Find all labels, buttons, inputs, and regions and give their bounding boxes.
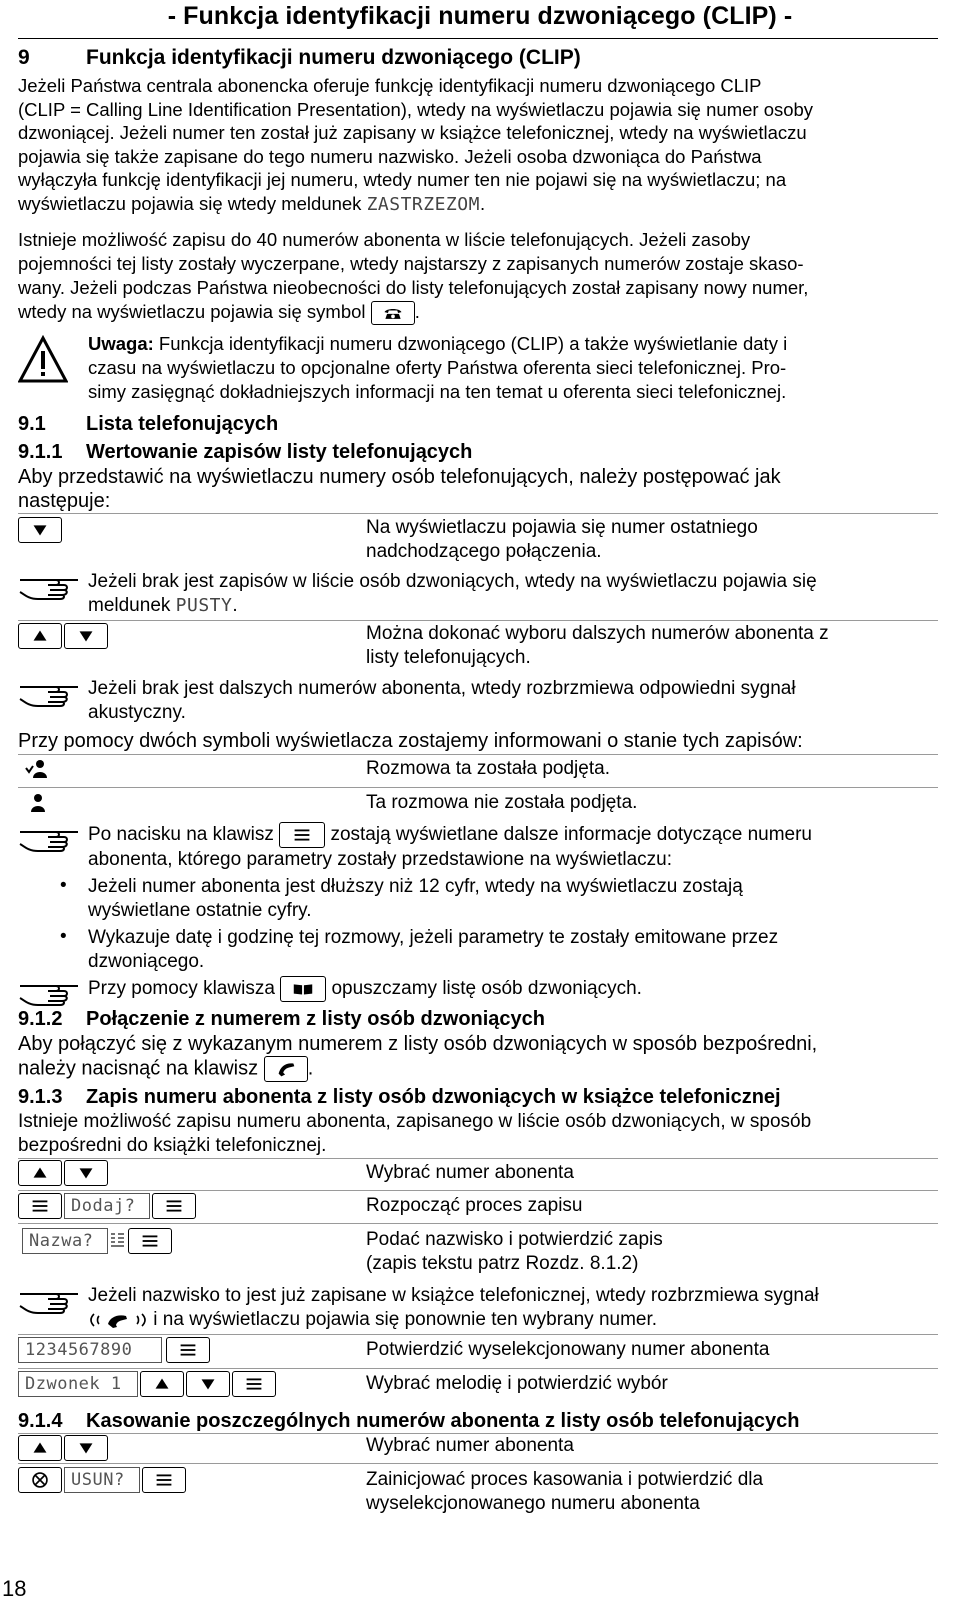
display-ringtone: Dzwonek 1 [18,1371,138,1397]
menu-key[interactable] [142,1467,186,1493]
symbols-intro: Przy pomocy dwóch symboli wyświetlacza zostajemy informowani o stanie tych zapisów: [18,730,803,752]
section-heading-9-1-2: 9.1.2 Połączenie z numerem z listy osób dzwoniących [18,1008,546,1030]
step-updown-key-row [18,1160,108,1186]
page-header-title: - Funkcja identyfikacji numeru dzwoniącego (CLIP) - [167,2,793,30]
down-arrow-icon [65,624,107,648]
up-arrow-key[interactable] [18,1435,62,1461]
phonebook-key[interactable] [280,976,326,1002]
step-description: Wybrać numer abonenta [366,1435,574,1456]
up-arrow-key[interactable] [18,623,62,649]
text-line: następuje: [18,490,111,512]
up-arrow-key[interactable] [18,1160,62,1186]
symbol-answered-description: Rozmowa ta została podjęta. [366,758,610,779]
phone-icon [372,302,414,324]
divider [18,1463,938,1464]
divider [18,513,938,514]
step-description: Wybrać melodię i potwierdzić wybór [366,1373,668,1394]
section9-paragraph-2 [18,228,938,325]
up-arrow-icon [19,1161,61,1185]
menu-icon [280,823,324,847]
text-line: simy zasięgnąć dokładniejszych informacji na ten temat u oferenta sieci telefonicznej. [88,381,787,402]
page-number: 18 [2,1576,27,1601]
phone-symbol-key [371,301,415,325]
hint3: Po nacisku na klawisz zostają wyświetlane dalsze informacje dotyczące numeru abonenta, którego parametry zostały przedstawione na wyświetlaczu: [88,822,936,872]
step-description: Wybrać numer abonenta [366,1162,574,1183]
ring-signal-icon [88,1308,148,1332]
handset-icon [265,1057,307,1081]
delete-icon [19,1468,61,1492]
text-line: Istnieje możliwość zapisu do 40 numerów abonenta w liście telefonujących. Jeżeli zasoby [18,229,751,250]
person-missed-icon [18,790,58,816]
display-number: 1234567890 [18,1337,162,1363]
display-message-pusty: PUSTY [175,595,233,616]
hint2: Jeżeli brak jest dalszych numerów abonenta, wtedy rozbrzmiewa odpowiedni sygnał akustyczny. [88,678,796,723]
down-arrow-key[interactable] [64,623,108,649]
up-arrow-icon [141,1372,183,1396]
step-down-key-row [18,517,62,543]
section-heading-9 [18,46,581,70]
hint-hand-icon [18,1284,82,1314]
section-heading-9-1: 9.1 Lista telefonujących [18,413,279,435]
section-heading-9-1-1: 9.1.1 Wertowanie zapisów listy telefonujących [18,441,473,463]
text-line: (CLIP = Calling Line Identification Presentation), wtedy na wyświetlaczu pojawia się numer osoby [18,98,814,120]
step-name-row [22,1228,172,1254]
down-arrow-icon [187,1372,229,1396]
menu-key[interactable] [128,1228,172,1254]
text-line: wyświetlaczu pojawia się wtedy meldunek ZASTRZEZOM. [18,192,486,215]
menu-icon [153,1194,195,1218]
symbol-missed-description: Ta rozmowa nie została podjęta. [366,792,638,813]
menu-icon [129,1229,171,1253]
person-answered-icon [18,756,58,782]
section-number: 9 [18,46,30,69]
step-add-row [18,1193,196,1219]
menu-key[interactable] [152,1193,196,1219]
book-icon [281,977,325,1001]
up-arrow-icon [19,1436,61,1460]
display-usun: USUN? [64,1467,140,1493]
section9-paragraph-1 [18,74,938,217]
up-arrow-key[interactable] [140,1371,184,1397]
text-line: wtedy na wyświetlaczu pojawia się symbol . [18,300,938,325]
section912-text: Aby połączyć się z wykazanym numerem z listy osób dzwoniących w sposób bezpośredni, należy nacisnąć na klawisz . [18,1032,938,1082]
hint-hand-icon [18,976,82,1006]
menu-icon [233,1372,275,1396]
text-line: pojawia się także zapisane do tego numeru nazwisko. Jeżeli osoba dzwoniąca do Państwa [18,145,762,167]
section9-note: Uwaga: Funkcja identyfikacji numeru dzwoniącego (CLIP) a także wyświetlanie daty i czasu na wyświetlaczu to opcjonalne oferty Państwa oferenta sieci telefonicznej. Pro- simy zasięgnąć dokładniejszych informacji na ten temat u oferenta sieci telefonicznej. [88,332,936,404]
step1-description: Na wyświetlaczu pojawia się numer ostatniego nadchodzącego połączenia. [366,517,758,562]
down-arrow-key[interactable] [186,1371,230,1397]
menu-icon [143,1468,185,1492]
hint1: Jeżeli brak jest zapisów w liście osób dzwoniących, wtedy na wyświetlaczu pojawia się meldunek PUSTY. [88,571,817,616]
display-nazwa: Nazwa? [22,1228,108,1254]
symbol-answered [18,756,58,782]
down-arrow-icon [19,518,61,542]
section911-intro [18,465,938,513]
down-arrow-key[interactable] [64,1160,108,1186]
text-line: Jeżeli Państwa centrala abonencka oferuje funkcję identyfikacji numeru dzwoniącego CLIP [18,75,762,96]
note-label: Uwaga: [88,333,154,354]
step-delete-row [18,1467,186,1493]
symbol-missed [18,790,58,816]
section-heading-9-1-3: 9.1.3 Zapis numeru abonenta z listy osób dzwoniących w książce telefonicznej [18,1086,781,1108]
text-line: dzwoniącej. Jeżeli numer ten został już zapisany w książce telefonicznej, wtedy na wyświetlaczu [18,122,807,144]
down-arrow-key[interactable] [64,1435,108,1461]
divider [18,1334,938,1335]
step-description: Podać nazwisko i potwierdzić zapis (zapis tekstu patrz Rozdz. 8.1.2) [366,1229,663,1274]
step-description: Rozpocząć proces zapisu [366,1195,583,1216]
hint-name-exists: Jeżeli nazwisko to jest już zapisane w książce telefonicznej, wtedy rozbrzmiewa sygnał i na wyświetlaczu pojawia się ponownie ten wybrany numer. [88,1285,819,1331]
menu-key[interactable] [232,1371,276,1397]
down-arrow-key[interactable] [18,517,62,543]
section-heading-9-1-4: 9.1.4 Kasowanie poszczególnych numerów abonenta z listy osób telefonujących [18,1410,800,1432]
step-number-row [18,1337,210,1363]
bullet-item: Jeżeli numer abonenta jest dłuższy niż 12 cyfr, wtedy na wyświetlaczu zostają wyświetlane ostatnie cyfry. [88,876,743,921]
step-description: Zainicjować proces kasowania i potwierdzić dla wyselekcjonowanego numeru abonenta [366,1469,764,1514]
menu-key[interactable] [18,1193,62,1219]
text-entry-icon [108,1228,128,1254]
display-message-zastrzezom: ZASTRZEZOM [366,193,480,215]
menu-key[interactable] [279,822,325,848]
warning-icon [18,335,68,385]
divider [18,1190,938,1191]
divider [18,620,938,621]
step2-description: Można dokonać wyboru dalszych numerów abonenta z listy telefonujących. [366,623,829,668]
step-updown-key-row [18,1435,108,1461]
dial-key[interactable] [264,1056,308,1082]
divider [18,787,938,788]
hint-hand-icon [18,570,82,600]
bullet-dot: • [60,875,67,896]
bullet-dot: • [60,926,67,947]
text-line: Aby przedstawić na wyświetlaczu numery osób telefonujących, należy postępować jak [18,466,781,488]
text-line: wany. Jeżeli podczas Państwa nieobecności do listy telefonujących został zapisany nowy numer, [18,277,809,298]
text-line: pojemności tej listy zostały wyczerpane, wtedy najstarszy z zapisanych numerów zostaje skaso- [18,253,804,274]
divider [18,754,938,755]
step-description: Potwierdzić wyselekcjonowany numer abonenta [366,1339,770,1360]
menu-key[interactable] [166,1337,210,1363]
divider [18,1368,938,1369]
down-arrow-icon [65,1436,107,1460]
down-arrow-icon [65,1161,107,1185]
hint-hand-icon [18,822,82,852]
up-arrow-icon [19,624,61,648]
menu-icon [19,1194,61,1218]
section913-intro: Istnieje możliwość zapisu numeru abonenta, zapisanego w liście osób dzwoniących, w sposób bezpośredni do książki telefonicznej. [18,1111,812,1156]
menu-icon [167,1338,209,1362]
bullet-item: Wykazuje datę i godzinę tej rozmowy, jeżeli parametry te zostały emitowane przez dzwoniącego. [88,927,779,972]
step-updown-key-row [18,623,108,649]
section-title: Funkcja identyfikacji numeru dzwoniącego (CLIP) [86,46,581,69]
text-line: wyłączyła funkcję identyfikacji jej numeru, wtedy numer ten nie pojawi się na wyświetlaczu; na [18,169,787,191]
divider [18,1223,938,1224]
delete-key[interactable] [18,1467,62,1493]
hint-hand-icon [18,677,82,707]
text-line: czasu na wyświetlaczu to opcjonalne oferty Państwa oferenta sieci telefonicznej. Pro- [88,357,787,378]
header-rule [18,38,938,39]
divider [18,1158,938,1159]
hint4: Przy pomocy klawisza opuszczamy listę osób dzwoniących. [88,976,936,1002]
step-ring-row [18,1371,276,1397]
display-dodaj: Dodaj? [64,1193,150,1219]
